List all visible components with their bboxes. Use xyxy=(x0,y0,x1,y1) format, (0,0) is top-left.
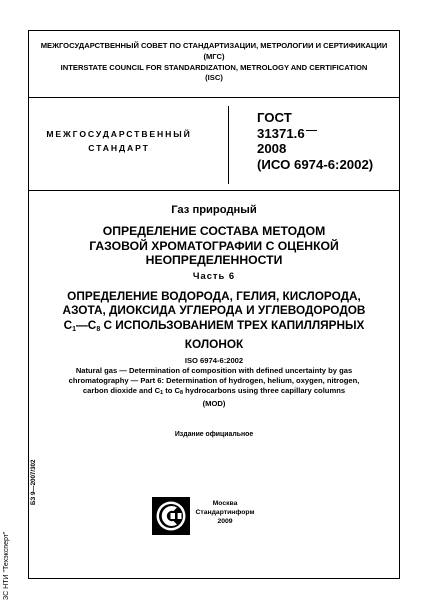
standard-type xyxy=(44,128,194,155)
main-title-line1: ОПРЕДЕЛЕНИЕ СОСТАВА МЕТОДОМ xyxy=(102,224,326,238)
main-title-line2: ГАЗОВОЙ ХРОМАТОГРАФИИ С ОЦЕНКОЙ xyxy=(89,238,339,253)
part-title xyxy=(28,289,400,351)
main-title xyxy=(28,224,400,268)
part-title-line4: КОЛОНОК xyxy=(184,336,244,351)
council-name-en: INTERSTATE COUNCIL FOR STANDARDIZATION, METROLOGY AND CERTIFICATION xyxy=(60,62,368,72)
gost-number-line xyxy=(257,126,373,142)
publisher-logo-icon xyxy=(151,496,191,536)
publisher-year: 2009 xyxy=(217,517,233,525)
publisher-city: Москва xyxy=(212,500,238,507)
main-title-line3: НЕОПРЕДЕЛЕННОСТИ xyxy=(145,253,283,268)
edition-note: Издание официальное xyxy=(174,431,254,438)
council-abbr-en: (ISC) xyxy=(205,73,223,83)
publisher-name: Стандартинформ xyxy=(195,508,255,516)
side-code: БЗ 9—2007/302 xyxy=(30,459,37,505)
top-rule xyxy=(28,97,400,98)
middle-rule xyxy=(28,190,400,191)
iso-reference: ISO 6974-6:2002 xyxy=(184,356,244,365)
council-abbr-ru: (МГС) xyxy=(203,51,225,61)
part-number: Часть 6 xyxy=(192,270,236,281)
english-title xyxy=(50,366,378,409)
subject-title: Газ природный xyxy=(171,204,257,216)
council-name-ru: МЕЖГОСУДАРСТВЕННЫЙ СОВЕТ ПО СТАНДАРТИЗАЦИИ, МЕТРОЛОГИИ И СЕРТИФИКАЦИИ xyxy=(40,41,388,50)
gost-dash xyxy=(306,130,317,131)
english-title-line1: Natural gas — Determination of composition with defined uncertainty by gas xyxy=(75,366,353,375)
council-header xyxy=(28,41,400,84)
gost-label: ГОСТ xyxy=(257,110,292,125)
english-title-line3: carbon dioxide and $C_1$ to $C_8$ hydrocarbons using three capillary columns xyxy=(82,386,346,397)
gost-number: 31371.6 xyxy=(257,125,305,141)
standard-type-line2: СТАНДАРТ xyxy=(88,142,150,153)
side-watermark: ЗС НТИ "Техэксперт" xyxy=(3,531,10,600)
part-title-line1: ОПРЕДЕЛЕНИЕ ВОДОРОДА, ГЕЛИЯ, КИСЛОРОДА, xyxy=(67,289,361,303)
gost-year: 2008 xyxy=(257,141,287,157)
gost-iso-ref: (ИСО 6974-6:2002) xyxy=(257,156,374,172)
vertical-divider xyxy=(228,106,229,184)
standard-type-line1: МЕЖГОСУДАРСТВЕННЫЙ xyxy=(46,129,192,139)
part-title-line3: $C_1—C_8$ С ИСПОЛЬЗОВАНИЕМ ТРЕХ КАПИЛЛЯРНЫХ xyxy=(63,317,365,333)
english-title-line4: (MOD) xyxy=(202,398,226,408)
english-title-line2: chromatography — Part 6: Determination of hydrogen, helium, oxygen, nitrogen, xyxy=(68,376,360,386)
part-title-line2: АЗОТА, ДИОКСИДА УГЛЕРОДА И УГЛЕВОДОРОДОВ xyxy=(62,303,366,318)
publisher-block xyxy=(192,500,258,526)
gost-designation xyxy=(257,110,373,172)
